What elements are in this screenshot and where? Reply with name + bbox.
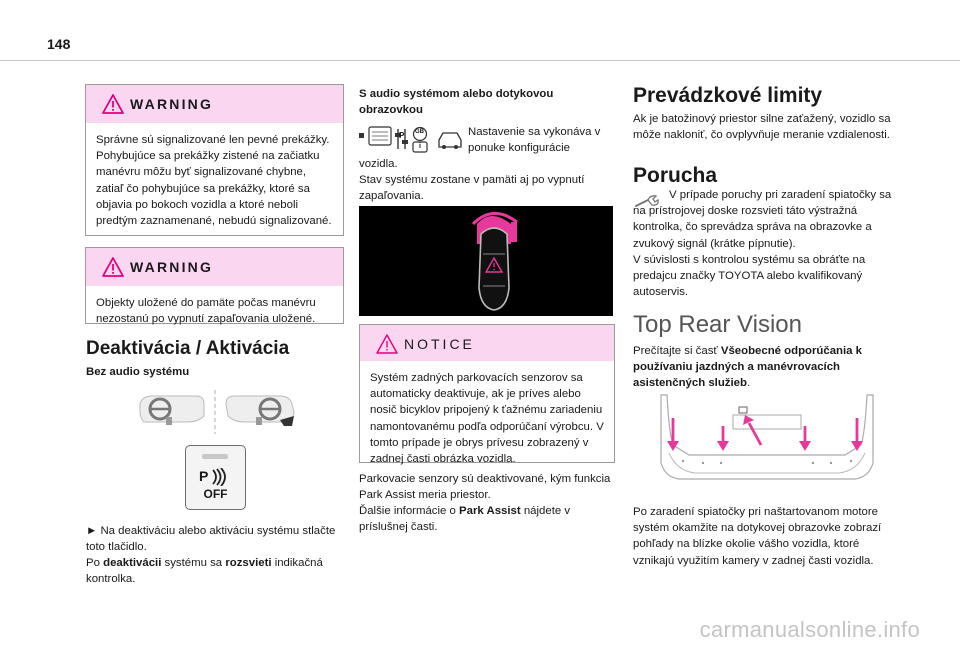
notice-label: NOTICE xyxy=(404,336,475,352)
warning-triangle-icon xyxy=(376,334,398,354)
top-rear-vision-reference xyxy=(633,343,891,392)
section-heading-limits: Prevádzkové limity xyxy=(633,84,823,107)
section-heading-fault: Porucha xyxy=(633,164,718,187)
warning-label: WARNING xyxy=(130,259,214,275)
warning-text: Objekty uložené do pamäte počas manévru nezostanú po vypnutí zapaľovania uložené. xyxy=(96,297,316,326)
text-run: nájdete v príslušnej časti. xyxy=(359,505,571,534)
settings-icon-p-label: P xyxy=(399,131,405,140)
bold-term: Park Assist xyxy=(459,505,521,517)
notice-text: Systém zadných parkovacích senzorov sa automaticky deaktivuje, ak je príves alebo nosič bicyklov pripojený k ťažnému zariadeniu namontovanému podľa odporúčaní výrobcu. V tomto prípade je obrys prívesu zobrazený v zadnej časti obrázka vozidla. xyxy=(370,372,604,466)
vehicle-top-view xyxy=(459,208,539,314)
rear-camera-illustration xyxy=(659,393,875,488)
fault-contact-text: V súvislosti s kontrolou systému sa obráťte na predajcu značky TOYOTA alebo kvalifikovaný autoservis. xyxy=(633,254,866,299)
text-run: Ďalšie informácie o xyxy=(359,505,460,517)
subheading-no-audio: Bez audio systému xyxy=(86,366,190,378)
text-run: indikačná kontrolka. xyxy=(86,557,323,586)
text-run: systému sa xyxy=(161,557,226,569)
warning-text: Správne sú signalizované len pevné prekážky. Pohybujúce sa prekážky zistené na začiatku manévru môžu byť signalizované chybne, zatiaľ čo pohybujúce sa prekážky, ktoré sa objavia po bokoch vozidla a ktoré neboli predtým zaznamenané, nebudú signalizované. xyxy=(96,134,332,228)
button-p-label: P xyxy=(199,468,209,484)
text-run: . xyxy=(746,377,751,390)
warning-triangle-icon xyxy=(102,94,124,114)
bold-term: rozsvieti xyxy=(225,557,272,569)
settings-path-icons xyxy=(359,125,464,153)
dashboard-illustration xyxy=(138,388,298,436)
warning-box-2 xyxy=(85,247,344,324)
subheading-audio-touchscreen: S audio systémom alebo dotykovou obrazovkou xyxy=(359,88,554,116)
top-rear-vision-description: Po zaradení spiatočky pri naštartovanom motore systém okamžite na dotykovej obrazovke zobrazí pohľady na blízke okolie vášho vozidla, ktoré vznikajú využitím kamery v zadnej časti vozidla. xyxy=(633,506,882,567)
deactivation-instruction: ► Na deaktiváciu alebo aktiváciu systému stlačte toto tlačidlo. xyxy=(86,525,336,554)
header-rule xyxy=(0,60,960,61)
section-heading-deactivation: Deaktivácia / Aktivácia xyxy=(86,338,290,359)
warning-box-1 xyxy=(85,84,344,236)
button-indicator-light xyxy=(202,454,228,459)
bold-term: deaktivácii xyxy=(103,557,162,569)
section-heading-top-rear-vision: Top Rear Vision xyxy=(633,311,802,338)
limits-text: Ak je batožinový priestor silne zaťažený, vozidlo sa môže nakloniť, čo ovplyvňuje meranie vzdialenosti. xyxy=(633,113,891,142)
touchscreen-illustration xyxy=(359,206,613,316)
button-off-label: OFF xyxy=(203,487,228,501)
settings-instruction: Nastavenie sa vykonáva v ponuke konfigurácie xyxy=(468,126,601,155)
deactivation-indicator-note xyxy=(86,555,341,587)
warning-triangle-icon xyxy=(102,257,124,277)
fault-text: V prípade poruchy pri zaradení spiatočky sa na prístrojovej doske rozsvieti táto výstražná kontrolka, čo sprevádza správa na obrazovke a zvukový signál (krátke pípnutie). xyxy=(633,189,892,250)
park-assist-note: Parkovacie senzory sú deaktivované, kým funkcia Park Assist meria priestor. xyxy=(359,473,611,502)
park-assist-off-button[interactable] xyxy=(185,445,246,510)
text-run: Prečítajte si časť xyxy=(633,345,721,357)
warning-header xyxy=(86,248,343,286)
park-assist-reference xyxy=(359,503,613,535)
settings-icon-info-label: i xyxy=(419,143,421,150)
notice-header xyxy=(360,325,614,361)
notice-box xyxy=(359,324,615,466)
text-run: Po xyxy=(86,557,104,569)
page-number: 148 xyxy=(47,36,71,52)
warning-label: WARNING xyxy=(130,96,214,112)
memory-note: Stav systému zostane v pamäti aj po vypnutí zapaľovania. xyxy=(359,174,585,203)
bold-term: Všeobecné odporúčania k používaniu jazdných a manévrovacích asistenčných služieb xyxy=(633,345,863,390)
settings-instruction-cont: vozidla. xyxy=(359,158,398,170)
settings-icon-gb-label: GB xyxy=(415,129,424,135)
warning-header xyxy=(86,85,343,123)
watermark: carmanualsonline.info xyxy=(699,617,920,642)
